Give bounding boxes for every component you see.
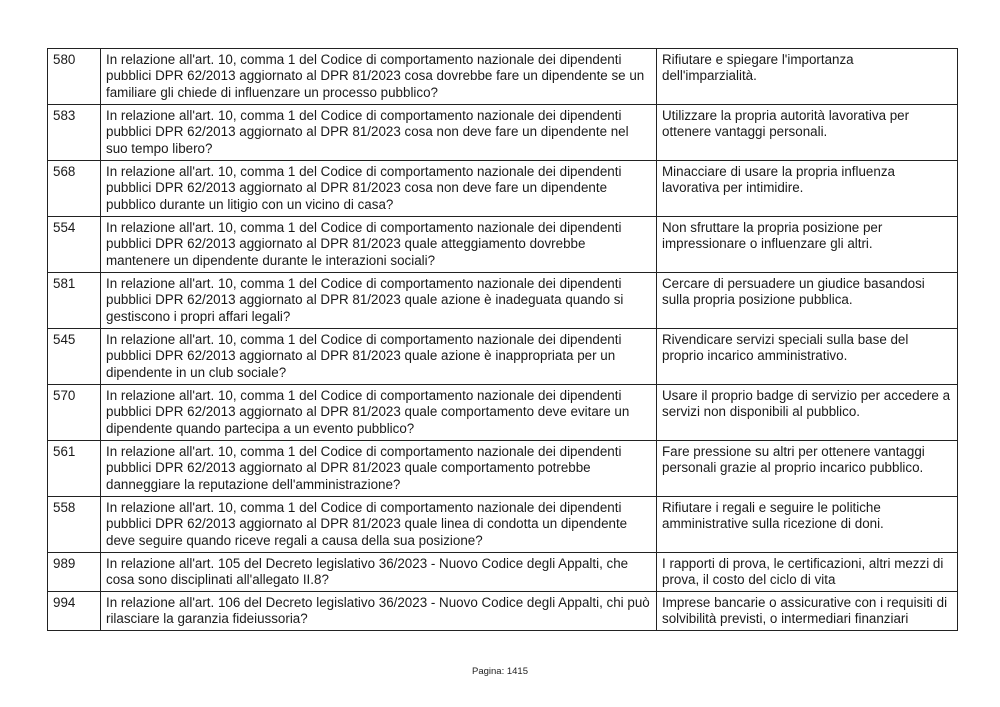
table-row bbox=[48, 441, 958, 497]
answer-text: Fare pressione su altri per ottenere vantaggi personali grazie al proprio incarico pubblico. bbox=[657, 441, 958, 497]
question-id: 558 bbox=[48, 497, 101, 553]
question-id: 581 bbox=[48, 273, 101, 329]
qa-table-body bbox=[48, 49, 958, 631]
question-id: 580 bbox=[48, 49, 101, 105]
table-row bbox=[48, 592, 958, 631]
question-id: 568 bbox=[48, 161, 101, 217]
answer-text: Minacciare di usare la propria influenza lavorativa per intimidire. bbox=[657, 161, 958, 217]
question-text: In relazione all'art. 10, comma 1 del Codice di comportamento nazionale dei dipendenti pubblici DPR 62/2013 aggiornato al DPR 81/2023 quale atteggiamento dovrebbe mantenere un dipendente durante le interazioni sociali? bbox=[101, 217, 657, 273]
table-row bbox=[48, 553, 958, 592]
question-text: In relazione all'art. 105 del Decreto legislativo 36/2023 - Nuovo Codice degli Appalti, che cosa sono disciplinati all'allegato II.8? bbox=[101, 553, 657, 592]
table-row bbox=[48, 49, 958, 105]
answer-text: Non sfruttare la propria posizione per impressionare o influenzare gli altri. bbox=[657, 217, 958, 273]
answer-text: Rifiutare i regali e seguire le politiche amministrative sulla ricezione di doni. bbox=[657, 497, 958, 553]
table-row bbox=[48, 329, 958, 385]
answer-text: Rivendicare servizi speciali sulla base del proprio incarico amministrativo. bbox=[657, 329, 958, 385]
answer-text: Usare il proprio badge di servizio per accedere a servizi non disponibili al pubblico. bbox=[657, 385, 958, 441]
question-id: 989 bbox=[48, 553, 101, 592]
table-row bbox=[48, 273, 958, 329]
answer-text: Utilizzare la propria autorità lavorativa per ottenere vantaggi personali. bbox=[657, 105, 958, 161]
answer-text: Imprese bancarie o assicurative con i requisiti di solvibilità previsti, o intermediari finanziari bbox=[657, 592, 958, 631]
question-text: In relazione all'art. 10, comma 1 del Codice di comportamento nazionale dei dipendenti pubblici DPR 62/2013 aggiornato al DPR 81/2023 quale comportamento deve evitare un dipendente quando partecipa a un evento pubblico? bbox=[101, 385, 657, 441]
question-text: In relazione all'art. 10, comma 1 del Codice di comportamento nazionale dei dipendenti pubblici DPR 62/2013 aggiornato al DPR 81/2023 cosa non deve fare un dipendente pubblico durante un litigio con un vicino di casa? bbox=[101, 161, 657, 217]
table-row bbox=[48, 217, 958, 273]
question-id: 561 bbox=[48, 441, 101, 497]
question-text: In relazione all'art. 10, comma 1 del Codice di comportamento nazionale dei dipendenti pubblici DPR 62/2013 aggiornato al DPR 81/2023 quale comportamento potrebbe danneggiare la reputazione dell'amministrazione? bbox=[101, 441, 657, 497]
table-row bbox=[48, 497, 958, 553]
answer-text: Rifiutare e spiegare l'importanza dell'imparzialità. bbox=[657, 49, 958, 105]
question-text: In relazione all'art. 10, comma 1 del Codice di comportamento nazionale dei dipendenti pubblici DPR 62/2013 aggiornato al DPR 81/2023 cosa non deve fare un dipendente nel suo tempo libero? bbox=[101, 105, 657, 161]
answer-text: Cercare di persuadere un giudice basandosi sulla propria posizione pubblica. bbox=[657, 273, 958, 329]
question-id: 583 bbox=[48, 105, 101, 161]
page-number: Pagina: 1415 bbox=[472, 666, 528, 677]
table-row bbox=[48, 105, 958, 161]
question-id: 545 bbox=[48, 329, 101, 385]
question-text: In relazione all'art. 10, comma 1 del Codice di comportamento nazionale dei dipendenti pubblici DPR 62/2013 aggiornato al DPR 81/2023 quale azione è inappropriata per un dipendente in un club sociale? bbox=[101, 329, 657, 385]
question-text: In relazione all'art. 10, comma 1 del Codice di comportamento nazionale dei dipendenti pubblici DPR 62/2013 aggiornato al DPR 81/2023 cosa dovrebbe fare un dipendente se un familiare gli chiede di influenzare un processo pubblico? bbox=[101, 49, 657, 105]
question-text: In relazione all'art. 106 del Decreto legislativo 36/2023 - Nuovo Codice degli Appalti, chi può rilasciare la garanzia fideiussoria? bbox=[101, 592, 657, 631]
question-text: In relazione all'art. 10, comma 1 del Codice di comportamento nazionale dei dipendenti pubblici DPR 62/2013 aggiornato al DPR 81/2023 quale azione è inadeguata quando si gestiscono i propri affari legali? bbox=[101, 273, 657, 329]
qa-table bbox=[47, 48, 958, 631]
question-id: 570 bbox=[48, 385, 101, 441]
question-text: In relazione all'art. 10, comma 1 del Codice di comportamento nazionale dei dipendenti pubblici DPR 62/2013 aggiornato al DPR 81/2023 quale linea di condotta un dipendente deve seguire quando riceve regali a causa della sua posizione? bbox=[101, 497, 657, 553]
table-row bbox=[48, 161, 958, 217]
question-id: 554 bbox=[48, 217, 101, 273]
answer-text: I rapporti di prova, le certificazioni, altri mezzi di prova, il costo del ciclo di vita bbox=[657, 553, 958, 592]
question-id: 994 bbox=[48, 592, 101, 631]
table-row bbox=[48, 385, 958, 441]
